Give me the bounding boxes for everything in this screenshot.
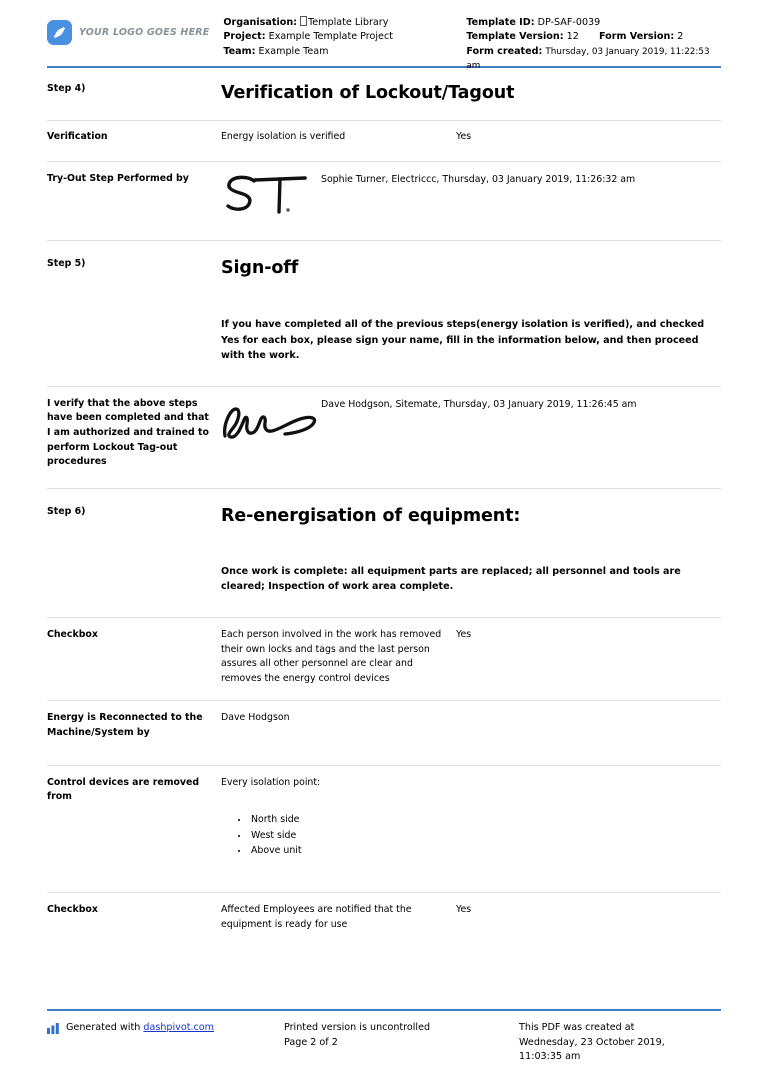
footer-print-block bbox=[284, 1021, 519, 1050]
printed-notice: Printed version is uncontrolled bbox=[284, 1022, 431, 1034]
table-row bbox=[47, 701, 721, 764]
pdf-created-time: 11:03:35 am bbox=[519, 1051, 581, 1063]
row-content: Dave Hodgson bbox=[221, 712, 290, 724]
logo-block bbox=[47, 14, 223, 45]
step4-tag: Step 4) bbox=[47, 83, 86, 94]
list-item: • North side bbox=[249, 812, 509, 827]
header-meta-right bbox=[466, 14, 721, 73]
footer-generated-block bbox=[47, 1021, 284, 1036]
step6-intro: Once work is complete: all equipment parts are replaced; all personnel and tools are cleared; Inspection of work area complete. bbox=[221, 565, 681, 593]
document-footer bbox=[47, 1009, 721, 1065]
list-item: • Above unit bbox=[249, 843, 509, 858]
step5-intro: If you have completed all of the previous steps(energy isolation is verified), and checked Yes for each box, please sign your name, fill in the information below, and then proceed with the work. bbox=[221, 319, 705, 362]
company-logo-icon bbox=[47, 20, 72, 45]
generated-prefix: Generated with bbox=[66, 1022, 141, 1034]
pdf-created-date: Wednesday, 23 October 2019, bbox=[519, 1036, 665, 1048]
team-line bbox=[223, 45, 466, 59]
organisation-label: Organisation: bbox=[223, 17, 297, 28]
template-version-value: 12 bbox=[566, 31, 579, 43]
team-value: Example Team bbox=[258, 45, 329, 57]
template-version-label: Template Version: bbox=[466, 31, 564, 43]
step5-header bbox=[47, 241, 721, 289]
signature-meta: Sophie Turner, Electriccc, Thursday, 03 January 2019, 11:26:32 am bbox=[321, 174, 636, 185]
row-content: Every isolation point: bbox=[221, 776, 321, 788]
table-row bbox=[47, 121, 721, 161]
table-row bbox=[47, 618, 721, 700]
form-created-label: Form created: bbox=[466, 45, 543, 57]
row-content-block bbox=[221, 776, 521, 859]
table-row bbox=[47, 162, 721, 240]
form-created-line bbox=[466, 45, 721, 74]
row-label: Try-Out Step Performed by bbox=[47, 173, 189, 184]
bar-chart-icon bbox=[47, 1021, 60, 1034]
logo-text: YOUR LOGO GOES HERE bbox=[79, 27, 210, 38]
page-number: Page 2 of 2 bbox=[284, 1036, 338, 1048]
template-id-value: DP-SAF-0039 bbox=[537, 17, 601, 28]
row-label: Verification bbox=[47, 131, 108, 142]
template-id-label: Template ID: bbox=[466, 17, 535, 28]
missing-glyph-icon bbox=[300, 16, 307, 26]
step6-tag: Step 6) bbox=[47, 505, 86, 517]
table-row bbox=[47, 766, 721, 893]
list-item: • West side bbox=[249, 828, 509, 843]
row-label: Checkbox bbox=[47, 904, 98, 916]
version-line bbox=[466, 30, 721, 44]
isolation-point-list bbox=[221, 812, 509, 858]
step6-header bbox=[47, 489, 721, 537]
form-version-label: Form Version: bbox=[598, 31, 675, 43]
step6-title: Re-energisation of equipment: bbox=[221, 505, 521, 526]
table-row bbox=[47, 893, 721, 946]
project-value: Example Template Project bbox=[268, 31, 393, 43]
row-value: Yes bbox=[456, 131, 472, 142]
row-content: Energy isolation is verified bbox=[221, 131, 346, 142]
step4-title: Verification of Lockout/Tagout bbox=[221, 83, 515, 103]
form-version-value: 2 bbox=[677, 31, 684, 43]
project-label: Project: bbox=[223, 31, 266, 43]
row-value: Yes bbox=[456, 904, 472, 916]
header-meta-left bbox=[223, 14, 466, 59]
step6-intro-row bbox=[47, 537, 721, 617]
step5-tag: Step 5) bbox=[47, 258, 86, 269]
row-value: Yes bbox=[456, 628, 472, 640]
step5-intro-row bbox=[47, 289, 721, 386]
row-label: Control devices are removed from bbox=[47, 776, 200, 803]
row-content: Affected Employees are notified that the equipment is ready for use bbox=[221, 904, 412, 930]
row-label: Checkbox bbox=[47, 628, 98, 640]
step5-title: Sign-off bbox=[221, 258, 299, 278]
row-content: Each person involved in the work has removed their own locks and tags and the last person assures all other personnel are clear and removes the energy control devices bbox=[221, 628, 442, 684]
form-created-value: Thursday, 03 January 2019, 11:22:53 am bbox=[466, 46, 710, 71]
step4-header bbox=[47, 68, 721, 120]
sophie-turner-signature bbox=[221, 172, 321, 218]
team-label: Team: bbox=[223, 45, 256, 57]
generated-with-text bbox=[66, 1021, 214, 1036]
table-row bbox=[47, 387, 721, 488]
row-label: Energy is Reconnected to the Machine/System by bbox=[47, 712, 203, 738]
document-header bbox=[47, 0, 721, 71]
project-line bbox=[223, 30, 466, 44]
footer-created-block bbox=[519, 1021, 721, 1065]
template-id-line bbox=[466, 16, 721, 30]
organisation-value: Template Library bbox=[308, 17, 389, 28]
signature-meta: Dave Hodgson, Sitemate, Thursday, 03 January 2019, 11:26:45 am bbox=[321, 398, 637, 410]
row-label: I verify that the above steps have been completed and that I am authorized and trained to perform Lockout Tag-out procedures bbox=[47, 397, 209, 468]
dashpivot-link[interactable]: dashpivot.com bbox=[143, 1022, 215, 1034]
pdf-created-label: This PDF was created at bbox=[519, 1022, 635, 1034]
organisation-line bbox=[223, 16, 466, 30]
dave-hodgson-signature bbox=[221, 397, 321, 445]
